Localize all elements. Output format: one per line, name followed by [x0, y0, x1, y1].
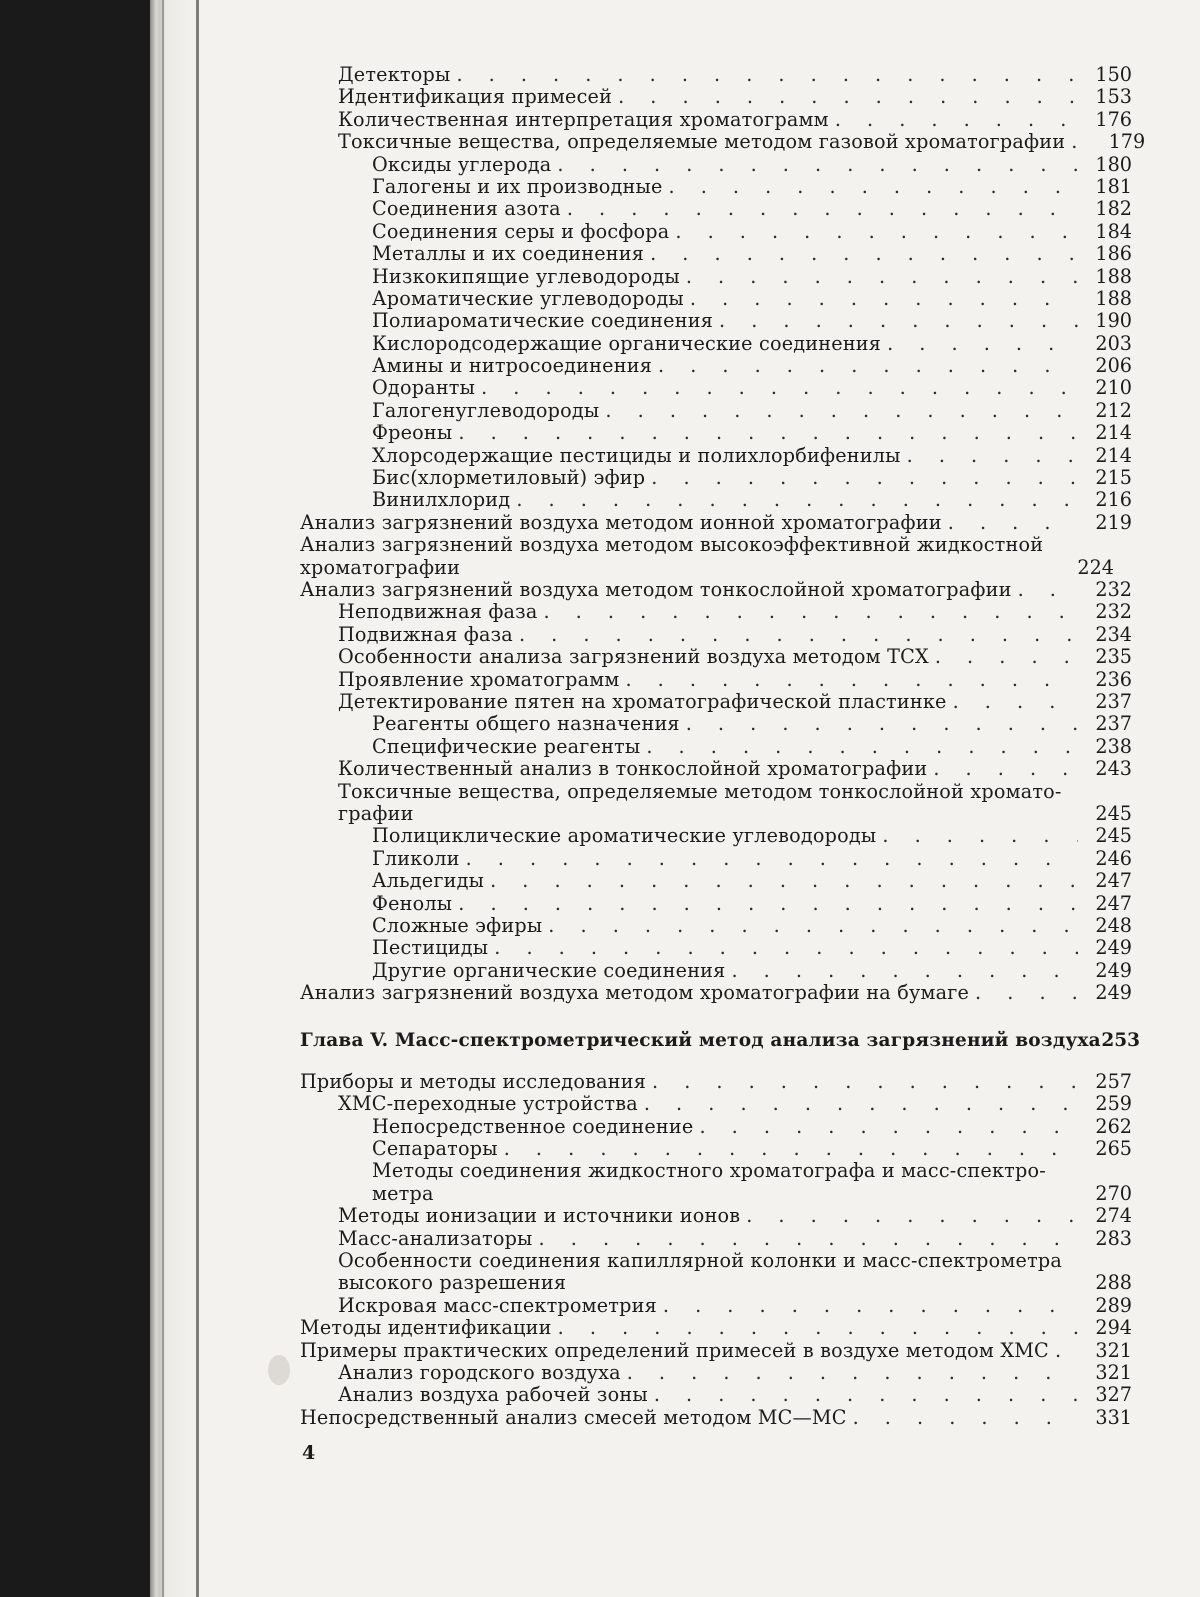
toc-entry[interactable] — [300, 333, 1132, 355]
toc-entry-page: 232 — [1095, 600, 1132, 624]
toc-entry[interactable] — [300, 893, 1132, 915]
toc-entry-title: Другие органические соединения — [372, 958, 726, 982]
toc-entry-title: Сложные эфиры — [372, 913, 543, 937]
toc-entry[interactable] — [300, 400, 1132, 422]
toc-entry[interactable] — [300, 601, 1132, 623]
toc-entry[interactable] — [300, 422, 1132, 444]
toc-entry[interactable] — [300, 937, 1132, 959]
leader-dots — [612, 86, 1078, 108]
toc-entry-page: 150 — [1095, 62, 1132, 86]
toc-entry-page: 246 — [1095, 846, 1132, 870]
toc-entry[interactable] — [300, 624, 1132, 646]
leader-dots — [460, 848, 1078, 870]
toc-entry[interactable] — [300, 176, 1132, 198]
toc-section — [300, 62, 1146, 1005]
leader-dots — [537, 601, 1078, 623]
toc-entry-title: Альдегиды — [372, 869, 485, 893]
leader-dots — [657, 1295, 1078, 1317]
toc-entry-page: 247 — [1095, 869, 1132, 893]
toc-entry-page: 259 — [1095, 1092, 1132, 1116]
toc-entry-page: 184 — [1095, 219, 1132, 243]
toc-entry-page: 232 — [1095, 578, 1132, 601]
toc-entry-page: 237 — [1095, 689, 1132, 713]
toc-entry-title: Методы ионизации и источники ионов — [338, 1204, 741, 1228]
toc-entry-page: 212 — [1095, 398, 1132, 422]
leader-dots — [740, 1205, 1078, 1227]
toc-entry[interactable] — [300, 915, 1132, 937]
toc-entry-page: 188 — [1095, 286, 1132, 310]
toc-entry-title: Ароматические углеводороды — [372, 286, 684, 310]
toc-entry-page: 224 — [1077, 555, 1114, 579]
toc-entry-page: 245 — [1095, 824, 1132, 848]
leader-dots — [901, 445, 1078, 467]
toc-entry-title: Галогены и их производные — [372, 174, 663, 198]
leader-dots — [621, 1362, 1078, 1384]
leader-dots — [1012, 579, 1078, 601]
toc-entry-page: 216 — [1095, 488, 1132, 512]
toc-entry[interactable] — [300, 736, 1132, 758]
toc-entry-title: Методы идентификации — [300, 1316, 552, 1340]
toc-entry-title: Одоранты — [372, 376, 476, 400]
toc-entry-page: 237 — [1095, 712, 1132, 736]
toc-entry[interactable] — [300, 758, 1132, 780]
toc-entry-title: Амины и нитросоединения — [372, 354, 652, 378]
toc-entry-page: 265 — [1095, 1137, 1132, 1161]
toc-entry-title: Приборы и методы исследования — [300, 1069, 646, 1093]
toc-entry-title: Методы соединения жидкостного хроматографа и масс-спектро-метра — [372, 1159, 1046, 1205]
toc-entry-page: 243 — [1095, 757, 1132, 781]
toc-entry-page: 234 — [1095, 622, 1132, 646]
toc-entry-page: 190 — [1095, 309, 1132, 333]
leader-dots — [1065, 131, 1091, 153]
toc-entry[interactable] — [300, 221, 1132, 243]
leader-dots — [648, 1384, 1078, 1406]
toc-entry-title: Искровая масс-спектрометрия — [338, 1293, 657, 1317]
toc-entry-title: Кислородсодержащие органические соединения — [372, 331, 882, 355]
toc-entry-page: 283 — [1095, 1226, 1132, 1250]
toc-entry-page: 248 — [1095, 913, 1132, 937]
toc-entry-title: Анализ загрязнений воздуха методом хроматографии на бумаге — [300, 981, 970, 1005]
toc-entry-page: 247 — [1095, 891, 1132, 915]
toc-entry[interactable] — [300, 669, 1132, 691]
toc-entry[interactable] — [300, 646, 1132, 668]
toc-entry[interactable] — [300, 1228, 1132, 1250]
toc-entry[interactable] — [300, 243, 1132, 265]
leader-dots — [725, 960, 1078, 982]
toc-entry-title: Оксиды углерода — [372, 152, 552, 176]
leader-dots — [644, 243, 1078, 265]
toc-entry-page: 288 — [1095, 1271, 1132, 1295]
toc-entry-title: Металлы и их соединения — [372, 242, 645, 266]
toc-entry[interactable] — [300, 1295, 1132, 1317]
chapter-title: Глава V. Масс-спектрометрический метод анализа загрязнений воздуха — [300, 1030, 1101, 1052]
toc-entry-page: 180 — [1095, 152, 1132, 176]
toc-entry-page: 331 — [1095, 1405, 1132, 1429]
leader-dots — [638, 1093, 1078, 1115]
toc-entry-title: Винилхлорид — [372, 488, 511, 512]
toc-entry[interactable] — [300, 982, 1132, 1004]
leader-dots — [640, 736, 1078, 758]
toc-entry-title: ХМС-переходные устройства — [338, 1092, 638, 1116]
toc-entry[interactable] — [300, 1093, 1132, 1115]
toc-entry[interactable] — [300, 579, 1132, 601]
leader-dots — [513, 624, 1078, 646]
page-gutter — [150, 0, 200, 1597]
toc-entry-page: 235 — [1095, 645, 1132, 669]
toc-entry-page: 294 — [1095, 1316, 1132, 1340]
toc-entry-title: Полиароматические соединения — [372, 309, 714, 333]
toc-entry[interactable] — [300, 1116, 1132, 1138]
toc-entry-title: Гликоли — [372, 846, 460, 870]
toc-entry-title: Особенности анализа загрязнений воздуха методом ТСХ — [338, 645, 929, 669]
leader-dots — [669, 221, 1078, 243]
gutter-line — [196, 0, 199, 1597]
toc-entry-title: Подвижная фаза — [338, 622, 513, 646]
toc-entry[interactable] — [300, 86, 1132, 108]
toc-entry-page: 182 — [1095, 197, 1132, 221]
chapter-heading[interactable] — [300, 1030, 1140, 1052]
toc-entry-title: Проявление хроматограмм — [338, 667, 620, 691]
leader-dots — [498, 1138, 1078, 1160]
leader-dots — [881, 333, 1078, 355]
toc-entry-title: Пестициды — [372, 936, 489, 960]
toc-entry-title: Низкокипящие углеводороды — [372, 264, 680, 288]
toc-entry-title: Галогенуглеводороды — [372, 398, 600, 422]
leader-dots — [552, 1317, 1078, 1339]
toc-entry-page: 210 — [1095, 376, 1132, 400]
toc-entry-page: 257 — [1095, 1069, 1132, 1093]
toc-entry[interactable] — [300, 1362, 1132, 1384]
toc-entry[interactable] — [300, 1250, 1132, 1295]
toc-entry-page: 176 — [1095, 107, 1132, 131]
chapter-page: 253 — [1101, 1030, 1140, 1052]
leader-dots — [452, 893, 1078, 915]
toc-entry-title: Неподвижная фаза — [338, 600, 538, 624]
leader-dots — [847, 1407, 1078, 1429]
toc-entry-title: Примеры практических определений примесей в воздухе методом ХМС — [300, 1338, 1049, 1362]
toc-entry[interactable] — [300, 691, 1132, 713]
leader-dots — [450, 64, 1078, 86]
toc-entry-title: Непосредственное соединение — [372, 1114, 694, 1138]
toc-section — [300, 1071, 1132, 1429]
toc-entry-page: 245 — [1095, 801, 1132, 825]
toc-entry[interactable] — [300, 198, 1132, 220]
toc-entry-title: Анализ воздуха рабочей зоны — [338, 1383, 648, 1407]
toc-entry[interactable] — [300, 1407, 1132, 1429]
toc-entry-title: Специфические реагенты — [372, 734, 641, 758]
leader-dots — [684, 288, 1078, 310]
toc-entry[interactable] — [300, 377, 1132, 399]
toc-entry-title: Анализ загрязнений воздуха методом высокоэффективной жидкостной хроматографии — [300, 533, 1044, 579]
toc-entry-title: Анализ городского воздуха — [338, 1360, 621, 1384]
toc-entry[interactable] — [300, 781, 1132, 826]
toc-entry-page: 249 — [1095, 958, 1132, 982]
toc-entry-title: Бис(хлорметиловый) эфир — [372, 466, 646, 490]
toc-entry-title: Анализ загрязнений воздуха методом тонкослойной хроматографии — [300, 578, 1012, 601]
toc-entry-title: Детектирование пятен на хроматографической пластинке — [338, 689, 947, 713]
toc-entry-page: 249 — [1095, 981, 1132, 1005]
leader-dots — [645, 467, 1078, 489]
toc-entry[interactable] — [300, 848, 1132, 870]
toc-entry[interactable] — [300, 288, 1132, 310]
leader-dots — [551, 154, 1078, 176]
toc-entry-page: 214 — [1095, 443, 1132, 467]
leader-dots — [542, 915, 1078, 937]
toc-entry-page: 181 — [1095, 174, 1132, 198]
toc-entry-title: Сепараторы — [372, 1137, 498, 1161]
toc-entry[interactable] — [300, 445, 1132, 467]
leader-dots — [488, 937, 1078, 959]
leader-dots — [947, 691, 1078, 713]
toc-entry-title: Непосредственный анализ смесей методом МС—МС — [300, 1405, 847, 1429]
toc-entry-title: Токсичные вещества, определяемые методом газовой хроматографии — [338, 130, 1066, 154]
toc-entry-page: 289 — [1095, 1293, 1132, 1317]
table-of-contents — [300, 62, 1146, 1429]
toc-entry[interactable] — [300, 266, 1132, 288]
leader-dots — [510, 489, 1078, 511]
leader-dots — [533, 1228, 1078, 1250]
toc-entry-page: 249 — [1095, 936, 1132, 960]
toc-entry-page: 270 — [1095, 1181, 1132, 1205]
toc-entry[interactable] — [300, 154, 1132, 176]
toc-entry[interactable] — [300, 355, 1132, 377]
toc-entry[interactable] — [300, 713, 1132, 735]
toc-entry[interactable] — [300, 467, 1132, 489]
toc-entry[interactable] — [300, 109, 1132, 131]
toc-entry[interactable] — [300, 1071, 1132, 1093]
toc-entry-title: Соединения серы и фосфора — [372, 219, 670, 243]
toc-entry-page: 236 — [1095, 667, 1132, 691]
leader-dots — [713, 310, 1078, 332]
toc-entry-page: 215 — [1095, 466, 1132, 490]
toc-entry-title: Соединения азота — [372, 197, 561, 221]
leader-dots — [680, 266, 1078, 288]
leader-dots — [652, 355, 1078, 377]
leader-dots — [475, 377, 1078, 399]
toc-entry[interactable] — [300, 1205, 1132, 1227]
paper-smudge — [268, 1355, 290, 1385]
toc-entry[interactable] — [300, 870, 1132, 892]
toc-entry-title: Токсичные вещества, определяемые методом тонкослойной хромато-графии — [338, 779, 1062, 825]
toc-entry-title: Количественный анализ в тонкослойной хроматографии — [338, 757, 928, 781]
toc-entry-page: 206 — [1095, 354, 1132, 378]
toc-entry-page: 238 — [1095, 734, 1132, 758]
leader-dots — [942, 512, 1078, 534]
leader-dots — [929, 646, 1078, 668]
leader-dots — [599, 400, 1078, 422]
toc-entry[interactable] — [300, 1160, 1132, 1205]
toc-entry-title: Полициклические ароматические углеводороды — [372, 824, 877, 848]
toc-entry-page: 153 — [1095, 85, 1132, 109]
toc-entry-page: 179 — [1108, 130, 1146, 154]
toc-entry-page: 321 — [1095, 1360, 1132, 1384]
toc-entry-page: 262 — [1095, 1114, 1132, 1138]
toc-entry-page: 327 — [1095, 1383, 1132, 1407]
toc-entry-title: Особенности соединения капиллярной колонки и масс-спектрометра высокого разрешения — [338, 1249, 1063, 1295]
toc-entry-title: Идентификация примесей — [338, 85, 613, 109]
toc-entry[interactable] — [300, 825, 1132, 847]
toc-entry-page: 186 — [1095, 242, 1132, 266]
toc-entry-title: Хлорсодержащие пестициды и полихлорбифенилы — [372, 443, 901, 467]
leader-dots — [484, 870, 1078, 892]
toc-entry-page: 214 — [1095, 421, 1132, 445]
toc-entry[interactable] — [300, 64, 1132, 86]
book-binding-shadow — [0, 0, 150, 1597]
leader-dots — [969, 982, 1078, 1004]
leader-dots — [927, 758, 1078, 780]
leader-dots — [829, 109, 1078, 131]
leader-dots — [1049, 1340, 1078, 1362]
toc-entry[interactable] — [300, 489, 1132, 511]
leader-dots — [876, 825, 1078, 847]
toc-entry-title: Масс-анализаторы — [338, 1226, 533, 1250]
toc-entry-page: 188 — [1095, 264, 1132, 288]
page-number: 4 — [302, 1442, 316, 1464]
toc-entry-page: 219 — [1095, 510, 1132, 534]
leader-dots — [663, 176, 1078, 198]
toc-entry-page: 274 — [1095, 1204, 1132, 1228]
gutter-line — [162, 0, 164, 1597]
leader-dots — [693, 1116, 1078, 1138]
toc-entry-title: Анализ загрязнений воздуха методом ионной хроматографии — [300, 510, 942, 534]
toc-entry-title: Фреоны — [372, 421, 453, 445]
toc-entry-title: Детекторы — [338, 62, 451, 86]
toc-entry-page: 321 — [1095, 1338, 1132, 1362]
toc-entry[interactable] — [300, 960, 1132, 982]
toc-entry[interactable] — [300, 1317, 1132, 1339]
leader-dots — [680, 713, 1078, 735]
toc-entry[interactable] — [300, 130, 1146, 154]
toc-entry-page: 203 — [1095, 331, 1132, 355]
toc-entry-title: Реагенты общего назначения — [372, 712, 680, 736]
toc-entry-title: Фенолы — [372, 891, 453, 915]
toc-entry[interactable] — [300, 534, 1132, 579]
toc-entry[interactable] — [300, 1384, 1132, 1406]
toc-entry[interactable] — [300, 310, 1132, 332]
leader-dots — [561, 198, 1078, 220]
leader-dots — [646, 1071, 1078, 1093]
toc-entry[interactable] — [300, 512, 1132, 534]
leader-dots — [452, 422, 1078, 444]
toc-entry[interactable] — [300, 1340, 1132, 1362]
toc-entry-title: Количественная интерпретация хроматограмм — [338, 107, 829, 131]
toc-entry[interactable] — [300, 1138, 1132, 1160]
leader-dots — [619, 669, 1078, 691]
